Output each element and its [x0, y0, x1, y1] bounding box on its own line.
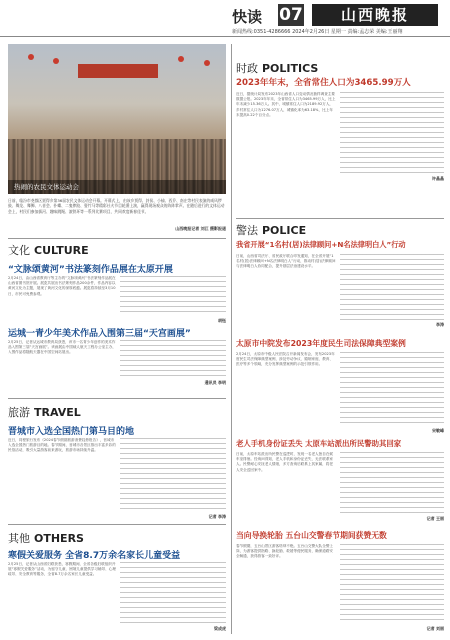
culture-article2-author: 通讯员 李明 — [204, 380, 226, 385]
police-article2-author: 宋敏峰 — [432, 428, 444, 433]
photo-credit: 山西晚报记者 刘江 摄影报道 — [175, 226, 226, 231]
travel-section-head: 旅游 TRAVEL — [8, 406, 81, 419]
police-article4-title: 当向导换轮胎 五台山交警春节期间获赞无数 — [236, 531, 387, 540]
section-label: 快读 — [232, 8, 263, 26]
others-article1-body: 2月25日，记者从山西省妇联获悉，寒假期间，全省各级妇联组织开展“寒假关爱服务”活动，为留守儿童、困境儿童提供学习辅导、心理疏导、安全教育等服务，全省8.7万余名家长儿童受益。 — [8, 562, 116, 577]
travel-article1-author: 记者 李涛 — [208, 514, 226, 519]
police-article2-title: 太原市中院发布2023年度民生司法保障典型案例 — [236, 339, 406, 348]
travel-article1-body: 近日，同程旅行发布《2024春节假期旅游消费趋势报告》，晋城市入选全国热门旅游目的地。春节期间，晋城市各景区推出丰富多彩的民俗活动，吸引大量游客前来游玩，旅游市场持续升温。 — [8, 438, 116, 453]
newspaper-logo: 山西晚报 — [312, 4, 438, 26]
others-article1-title: 寒假关爱服务 全省8.7万余名家长儿童受益 — [8, 551, 181, 561]
text-column-filler — [340, 452, 444, 514]
text-column-filler — [120, 340, 226, 376]
text-column-filler — [120, 438, 226, 512]
travel-article1-title: 晋城市入选全国热门第马目的地 — [8, 427, 135, 437]
police-article4-author: 记者 刘丽 — [426, 626, 444, 631]
culture-article1-body: 2月24日，由山西省教育厅等主办的“文脉颂黄河”书法篆刻作品展在山西省图书馆开展。展览共展出书法篆刻作品200余件，作品内容以黄河文化为主题，展现了黄河文化的深厚底蕴。展览将持续至3月10日，市民可免费参观。 — [8, 276, 116, 296]
culture-section-head: 文化 CULTURE — [8, 244, 89, 257]
politics-article1-title: 2023年年末，全省常住人口为3465.99万人 — [236, 78, 411, 88]
divider — [8, 524, 226, 525]
photo-banner — [78, 64, 158, 78]
police-article3-title: 老人手机身份证丢失 太原车站派出所民警助其回家 — [236, 439, 402, 448]
divider — [8, 398, 226, 399]
police-article1-title: 我省开展“1名村(居)法律顾问+N名法律明白人”行动 — [236, 240, 406, 249]
others-article1-author: 梁成虎 — [214, 626, 226, 631]
text-column-filler — [340, 92, 444, 174]
police-article2-body: 2月24日，太原市中级人民法院召开新闻发布会，发布2023年度民生司法保障典型案例，涉及劳动争议、婚姻家庭、教育、医疗等多个领域，充分发挥典型案例的示范引领作用。 — [236, 352, 335, 367]
lead-photo — [8, 44, 226, 194]
culture-article1-title: “文脉颂黄河”书法篆刻作品展在太原开展 — [8, 265, 173, 275]
culture-article1-author: 胡钰 — [218, 318, 226, 323]
police-article4-body: 春节假期，五台山景区游客络绎不绝。五台山交警大队全警上岗，为游客提供指路、换轮胎、救援等便民服务，确保道路安全畅通，获得游客一致好评。 — [236, 544, 334, 559]
politics-article1-body: 近日，据统计局发布2023年山西省人口变动情况抽样调查主要数据公报。2023年年末，全省常住人口为3465.99万人，比上年末减少15.36万人。其中，城镇常住人口为2189.92万人，乡村常住人口为1276.07万人，城镇化率为63.18%，比上年末提高0.22个百分点。 — [236, 92, 336, 117]
culture-article2-title: 运城一青少年美术作品入围第三届“天宫画展” — [8, 329, 191, 339]
lantern-icon — [28, 54, 34, 60]
police-article3-body: 日前，太原车站派出所民警在巡逻时，发现一名老人独自在候车室徘徊。经询问得知，老人手机和身份证丢失，无法联系家人。民警耐心安抚老人情绪，多方查询后联系上其家属，将老人安全送回家中。 — [236, 452, 334, 472]
text-column-filler — [340, 544, 444, 624]
police-section-head: 警法 POLICE — [236, 224, 307, 237]
police-article1-author: 李涛 — [436, 322, 444, 327]
text-column-filler — [120, 276, 226, 316]
column-rule — [231, 44, 232, 634]
photo-caption: 热闹的农民文体运动会 — [8, 180, 226, 194]
divider — [8, 238, 226, 239]
photo-note: 日前，临汾市尧都区贾得乡第36届农民文体运动会开幕。开幕式上，由该乡贾得、封侯、小榆、西乔、南庄等村民表演的威风锣鼓、舞龙、舞狮、八音会、扑蝶、二鬼摔跤、耍竹马等精彩社火节目轮番上演，赢得现场观众的阵阵掌声。在随后进行的文体运动会上，村民们参加拔河、趣味跳绳、滚铁环等一系列比赛项目，共同欢度新春佳节。 — [8, 198, 225, 214]
text-column-filler — [340, 352, 444, 424]
politics-section-head: 时政 POLITICS — [236, 62, 319, 75]
text-column-filler — [120, 562, 226, 624]
divider — [236, 218, 444, 219]
text-column-filler — [340, 254, 444, 320]
page-header — [0, 0, 450, 38]
page-number: 07 — [279, 5, 303, 25]
lantern-icon — [178, 56, 184, 62]
lantern-icon — [204, 60, 210, 66]
police-article1-body: 日前，山西省司法厅、省民政厅联合印发通知，在全省开展“1名村(居)法律顾问+N名法律明白人”行动，推动村(居)法律顾问与法律明白人协同配合，提升基层法治建设水平。 — [236, 254, 336, 269]
others-section-head: 其他 OTHERS — [8, 532, 84, 545]
lantern-icon — [53, 58, 59, 64]
police-article3-author: 记者 王丽 — [426, 516, 444, 521]
culture-article2-body: 2月25日，记者从运城市教育局获悉，该市一名青少年创作的美术作品入围第三届“天宫画展”。该画展由中国载人航天工程办公室主办，入围作品将随航天器在中国空间站展出。 — [8, 340, 116, 355]
header-info-line: 新闻热线:0351-4286666 2024年2月26日 星期一 责编:孟志荣 美编:王丽翔 — [232, 29, 403, 35]
header-rule — [0, 36, 450, 37]
politics-article1-author: 许晶晶 — [432, 176, 444, 181]
